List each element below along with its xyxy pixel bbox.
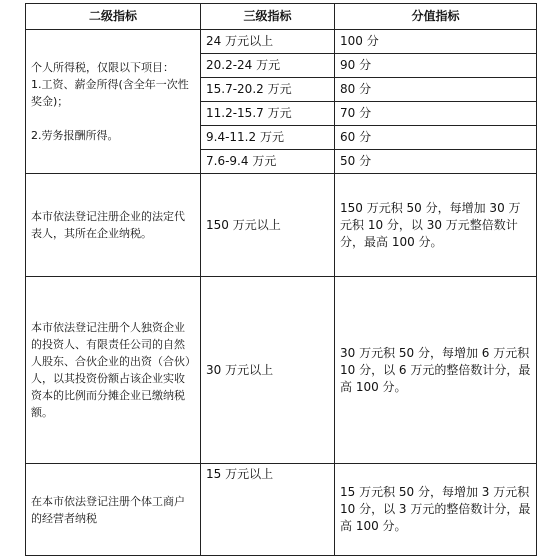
score-cell: 90 分 <box>335 54 537 78</box>
tier-cell: 15 万元以上 <box>201 464 335 556</box>
investor-criteria: 本市依法登记注册个人独资企业的投资人、有限责任公司的自然人股东、合伙企业的出资（合伙）人，以其投资份额占该企业实收资本的比例而分摊企业已缴纳税额。 <box>26 277 201 464</box>
score-cell: 30 万元积 50 分，每增加 6 万元积 10 分，以 6 万元的整倍数计分，最高 100 分。 <box>335 277 537 464</box>
score-cell: 100 分 <box>335 30 537 54</box>
table-row <box>26 30 537 54</box>
header-row <box>26 4 537 30</box>
criteria-line: 2.劳务报酬所得。 <box>31 129 119 142</box>
header-level2: 二级指标 <box>26 4 201 30</box>
score-cell: 70 分 <box>335 102 537 126</box>
tier-cell: 11.2-15.7 万元 <box>201 102 335 126</box>
tier-cell: 9.4-11.2 万元 <box>201 126 335 150</box>
criteria-line: 个人所得税，仅限以下项目： <box>31 61 174 74</box>
header-score: 分值指标 <box>335 4 537 30</box>
table-row <box>26 277 537 464</box>
score-table <box>25 3 537 556</box>
score-cell: 150 万元积 50 分，每增加 30 万元积 10 分，以 30 万元整倍数计分，最高 100 分。 <box>335 174 537 277</box>
legal-rep-criteria: 本市依法登记注册企业的法定代表人，其所在企业纳税。 <box>26 174 201 277</box>
tier-cell: 24 万元以上 <box>201 30 335 54</box>
tier-cell: 30 万元以上 <box>201 277 335 464</box>
tier-cell: 15.7-20.2 万元 <box>201 78 335 102</box>
table-row <box>26 174 537 277</box>
score-cell: 50 分 <box>335 150 537 174</box>
tier-cell: 150 万元以上 <box>201 174 335 277</box>
score-cell: 80 分 <box>335 78 537 102</box>
sole-proprietor-criteria: 在本市依法登记注册个体工商户的经营者纳税 <box>26 464 201 556</box>
table-row <box>26 464 537 556</box>
criteria-line: 1.工资、薪金所得(含全年一次性奖金)； <box>31 78 189 108</box>
header-level3: 三级指标 <box>201 4 335 30</box>
score-cell: 60 分 <box>335 126 537 150</box>
score-cell: 15 万元积 50 分，每增加 3 万元积 10 分，以 3 万元的整倍数计分，最高 100 分。 <box>335 464 537 556</box>
income-tax-criteria <box>26 30 201 174</box>
tier-cell: 7.6-9.4 万元 <box>201 150 335 174</box>
tier-cell: 20.2-24 万元 <box>201 54 335 78</box>
